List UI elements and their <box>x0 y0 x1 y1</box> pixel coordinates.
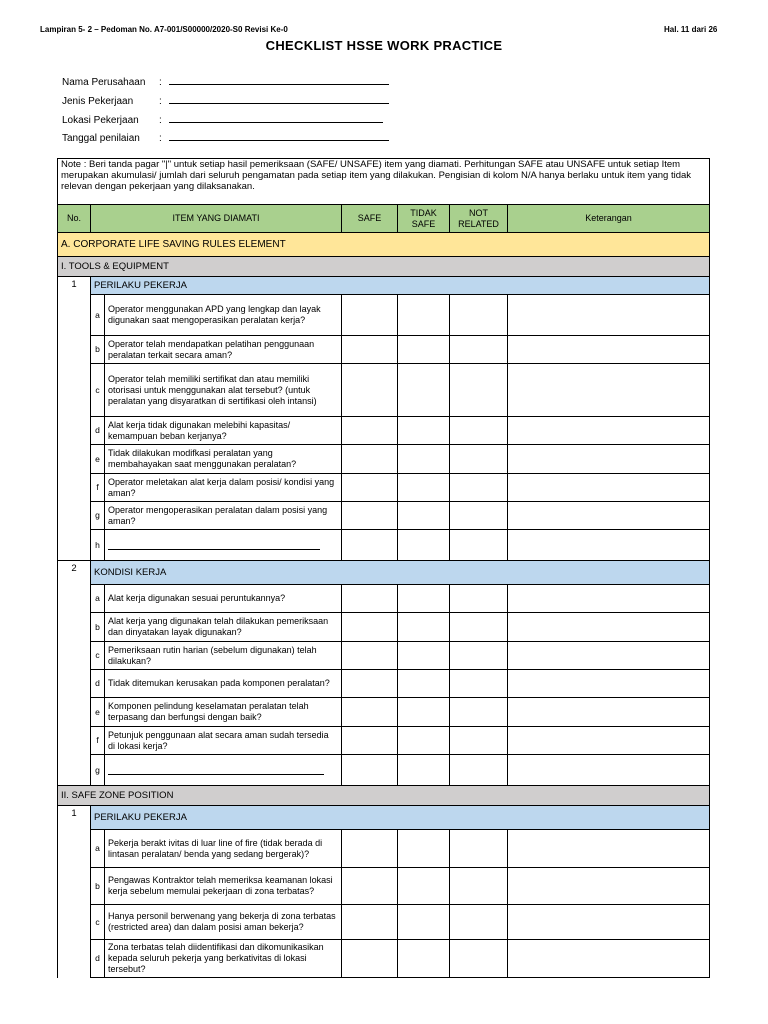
not-related-cell[interactable] <box>450 670 508 698</box>
document-reference: Lampiran 5- 2 – Pedoman No. A7-001/S00000/2020-S0 Revisi Ke-0 <box>40 25 288 34</box>
instruction-note: Note : Beri tanda pagar "|" untuk setiap hasil pemeriksaan (SAFE/ UNSAFE) item yang diamati. Perhitungan SAFE atau UNSAFE untuk setiap Item merupakan akumulasi/ jumlah dari seluruh pengamatan pada setiap item yang dilakukan. Pengisian di kolom N/A hanya berlaku untuk item yang tidak relevan dengan pekerjaan yang dilaksanakan. <box>58 159 710 205</box>
column-header-safe: SAFE <box>342 205 398 233</box>
item-letter: a <box>91 830 105 868</box>
item-letter: g <box>91 755 105 786</box>
keterangan-cell[interactable] <box>508 445 710 474</box>
safe-cell[interactable] <box>342 295 398 336</box>
item-letter: a <box>91 295 105 336</box>
column-header-item: ITEM YANG DIAMATI <box>91 205 342 233</box>
safe-cell[interactable] <box>342 530 398 561</box>
not-related-cell[interactable] <box>450 698 508 727</box>
checklist-item: Operator telah mendapatkan pelatihan penggunaan peralatan terkait secara aman? <box>105 336 342 364</box>
blank-item-line[interactable] <box>105 755 342 786</box>
tidak-safe-cell[interactable] <box>398 670 450 698</box>
tidak-safe-cell[interactable] <box>398 585 450 613</box>
item-letter: f <box>91 474 105 502</box>
item-letter: e <box>91 698 105 727</box>
tidak-safe-cell[interactable] <box>398 905 450 940</box>
info-label: Jenis Pekerjaan <box>62 96 134 107</box>
not-related-cell[interactable] <box>450 940 508 978</box>
keterangan-cell[interactable] <box>508 830 710 868</box>
checklist-item: Petunjuk penggunaan alat secara aman sudah tersedia di lokasi kerja? <box>105 727 342 755</box>
column-header-keterangan: Keterangan <box>508 205 710 233</box>
item-letter: c <box>91 905 105 940</box>
item-letter: f <box>91 727 105 755</box>
keterangan-cell[interactable] <box>508 727 710 755</box>
checklist-item: Tidak dilakukan modifkasi peralatan yang membahayakan saat menggunakan peralatan? <box>105 445 342 474</box>
tidak-safe-cell[interactable] <box>398 364 450 417</box>
column-header-tidak-safe: TIDAK SAFE <box>398 205 450 233</box>
group-number: 1 <box>58 806 91 830</box>
not-related-cell[interactable] <box>450 830 508 868</box>
tidak-safe-cell[interactable] <box>398 445 450 474</box>
keterangan-cell[interactable] <box>508 364 710 417</box>
keterangan-cell[interactable] <box>508 417 710 445</box>
safe-cell[interactable] <box>342 445 398 474</box>
group-number: 1 <box>58 277 91 295</box>
company-name-field[interactable] <box>169 74 389 85</box>
checklist-item: Komponen pelindung keselamatan peralatan telah terpasang dan berfungsi dengan baik? <box>105 698 342 727</box>
not-related-cell[interactable] <box>450 336 508 364</box>
checklist-item: Hanya personil berwenang yang bekerja di zona terbatas (restricted area) dan dalam posisi aman bekerja? <box>105 905 342 940</box>
item-letter: e <box>91 445 105 474</box>
not-related-cell[interactable] <box>450 727 508 755</box>
safe-cell[interactable] <box>342 727 398 755</box>
item-letter: c <box>91 642 105 670</box>
info-work-type: Jenis Pekerjaan : <box>62 93 389 107</box>
not-related-cell[interactable] <box>450 613 508 642</box>
keterangan-cell[interactable] <box>508 613 710 642</box>
safe-cell[interactable] <box>342 642 398 670</box>
column-header-no: No. <box>58 205 91 233</box>
item-letter: d <box>91 417 105 445</box>
safe-cell[interactable] <box>342 868 398 905</box>
safe-cell[interactable] <box>342 830 398 868</box>
tidak-safe-cell[interactable] <box>398 295 450 336</box>
item-letter: d <box>91 670 105 698</box>
safe-cell[interactable] <box>342 417 398 445</box>
keterangan-cell[interactable] <box>508 755 710 786</box>
item-letter: d <box>91 940 105 978</box>
group-heading: PERILAKU PEKERJA <box>91 277 710 295</box>
tidak-safe-cell[interactable] <box>398 336 450 364</box>
checklist-item: Zona terbatas telah diidentifikasi dan dikomunikasikan kepada seluruh pekerja yang berkativitas di lokasi tersebut? <box>105 940 342 978</box>
safe-cell[interactable] <box>342 585 398 613</box>
item-letter: g <box>91 502 105 530</box>
page-title: CHECKLIST HSSE WORK PRACTICE <box>265 38 503 53</box>
safe-cell[interactable] <box>342 670 398 698</box>
checklist-item: Pemeriksaan rutin harian (sebelum digunakan) telah dilakukan? <box>105 642 342 670</box>
safe-cell[interactable] <box>342 905 398 940</box>
checklist-item: Alat kerja digunakan sesuai peruntukannya? <box>105 585 342 613</box>
keterangan-cell[interactable] <box>508 868 710 905</box>
item-letter: c <box>91 364 105 417</box>
keterangan-cell[interactable] <box>508 698 710 727</box>
checklist-item: Operator telah memiliki sertifikat dan atau memiliki otorisasi untuk menggunakan alat tersebut? (untuk peralatan yang disyaratkan di sertifikasi oleh intansi) <box>105 364 342 417</box>
info-location: Lokasi Pekerjaan : <box>62 112 383 126</box>
safe-cell[interactable] <box>342 502 398 530</box>
safe-cell[interactable] <box>342 336 398 364</box>
checklist-item: Operator mengoperasikan peralatan dalam posisi yang aman? <box>105 502 342 530</box>
keterangan-cell[interactable] <box>508 670 710 698</box>
not-related-cell[interactable] <box>450 295 508 336</box>
keterangan-cell[interactable] <box>508 642 710 670</box>
keterangan-cell[interactable] <box>508 474 710 502</box>
checklist-item: Pengawas Kontraktor telah memeriksa keamanan lokasi kerja sebelum memulai pekerjaan di zona terbatas? <box>105 868 342 905</box>
item-letter: b <box>91 336 105 364</box>
checklist-item: Operator meletakan alat kerja dalam posisi/ kondisi yang aman? <box>105 474 342 502</box>
page-number: Hal. 11 dari 26 <box>664 25 718 34</box>
keterangan-cell[interactable] <box>508 530 710 561</box>
checklist-item: Operator menggunakan APD yang lengkap dan layak digunakan saat mengoperasikan peralatan kerja? <box>105 295 342 336</box>
keterangan-cell[interactable] <box>508 502 710 530</box>
item-letter: h <box>91 530 105 561</box>
keterangan-cell[interactable] <box>508 905 710 940</box>
not-related-cell[interactable] <box>450 642 508 670</box>
info-company: Nama Perusahaan : <box>62 74 389 88</box>
safe-cell[interactable] <box>342 364 398 417</box>
column-header-not-related: NOT RELATED <box>450 205 508 233</box>
safe-cell[interactable] <box>342 755 398 786</box>
safe-cell[interactable] <box>342 613 398 642</box>
assessment-date-field[interactable] <box>169 130 389 141</box>
keterangan-cell[interactable] <box>508 336 710 364</box>
checklist-item: Alat kerja yang digunakan telah dilakukan pemeriksaan dan dinyatakan layak digunakan? <box>105 613 342 642</box>
checklist-table <box>57 158 710 978</box>
tidak-safe-cell[interactable] <box>398 474 450 502</box>
not-related-cell[interactable] <box>450 364 508 417</box>
not-related-cell[interactable] <box>450 585 508 613</box>
safe-cell[interactable] <box>342 698 398 727</box>
checklist-item: Alat kerja tidak digunakan melebihi kapasitas/ kemampuan beban kerjanya? <box>105 417 342 445</box>
checklist-item: Tidak ditemukan kerusakan pada komponen peralatan? <box>105 670 342 698</box>
group-heading: PERILAKU PEKERJA <box>91 806 710 830</box>
checklist-item: Pekerja berakt ivitas di luar line of fire (tidak berada di lintasan peralatan/ benda yang sedang bergerak)? <box>105 830 342 868</box>
section-heading: I. TOOLS & EQUIPMENT <box>58 257 710 277</box>
section-heading: II. SAFE ZONE POSITION <box>58 786 710 806</box>
not-related-cell[interactable] <box>450 445 508 474</box>
not-related-cell[interactable] <box>450 755 508 786</box>
tidak-safe-cell[interactable] <box>398 613 450 642</box>
not-related-cell[interactable] <box>450 502 508 530</box>
blank-item-line[interactable] <box>105 530 342 561</box>
group-number: 2 <box>58 561 91 585</box>
tidak-safe-cell[interactable] <box>398 755 450 786</box>
keterangan-cell[interactable] <box>508 585 710 613</box>
item-letter: a <box>91 585 105 613</box>
tidak-safe-cell[interactable] <box>398 698 450 727</box>
info-label: Nama Perusahaan <box>62 77 146 88</box>
info-label: Tanggal penilaian <box>62 133 140 144</box>
tidak-safe-cell[interactable] <box>398 642 450 670</box>
not-related-cell[interactable] <box>450 868 508 905</box>
item-letter: b <box>91 868 105 905</box>
not-related-cell[interactable] <box>450 905 508 940</box>
work-type-field[interactable] <box>169 93 389 104</box>
tidak-safe-cell[interactable] <box>398 417 450 445</box>
group-heading: KONDISI KERJA <box>91 561 710 585</box>
keterangan-cell[interactable] <box>508 940 710 978</box>
tidak-safe-cell[interactable] <box>398 530 450 561</box>
tidak-safe-cell[interactable] <box>398 727 450 755</box>
not-related-cell[interactable] <box>450 417 508 445</box>
work-location-field[interactable] <box>169 112 383 123</box>
tidak-safe-cell[interactable] <box>398 830 450 868</box>
not-related-cell[interactable] <box>450 530 508 561</box>
safe-cell[interactable] <box>342 940 398 978</box>
info-date: Tanggal penilaian : <box>62 130 389 144</box>
keterangan-cell[interactable] <box>508 295 710 336</box>
section-a-heading: A. CORPORATE LIFE SAVING RULES ELEMENT <box>58 233 710 257</box>
tidak-safe-cell[interactable] <box>398 502 450 530</box>
info-label: Lokasi Pekerjaan <box>62 115 139 126</box>
not-related-cell[interactable] <box>450 474 508 502</box>
tidak-safe-cell[interactable] <box>398 868 450 905</box>
safe-cell[interactable] <box>342 474 398 502</box>
item-letter: b <box>91 613 105 642</box>
tidak-safe-cell[interactable] <box>398 940 450 978</box>
